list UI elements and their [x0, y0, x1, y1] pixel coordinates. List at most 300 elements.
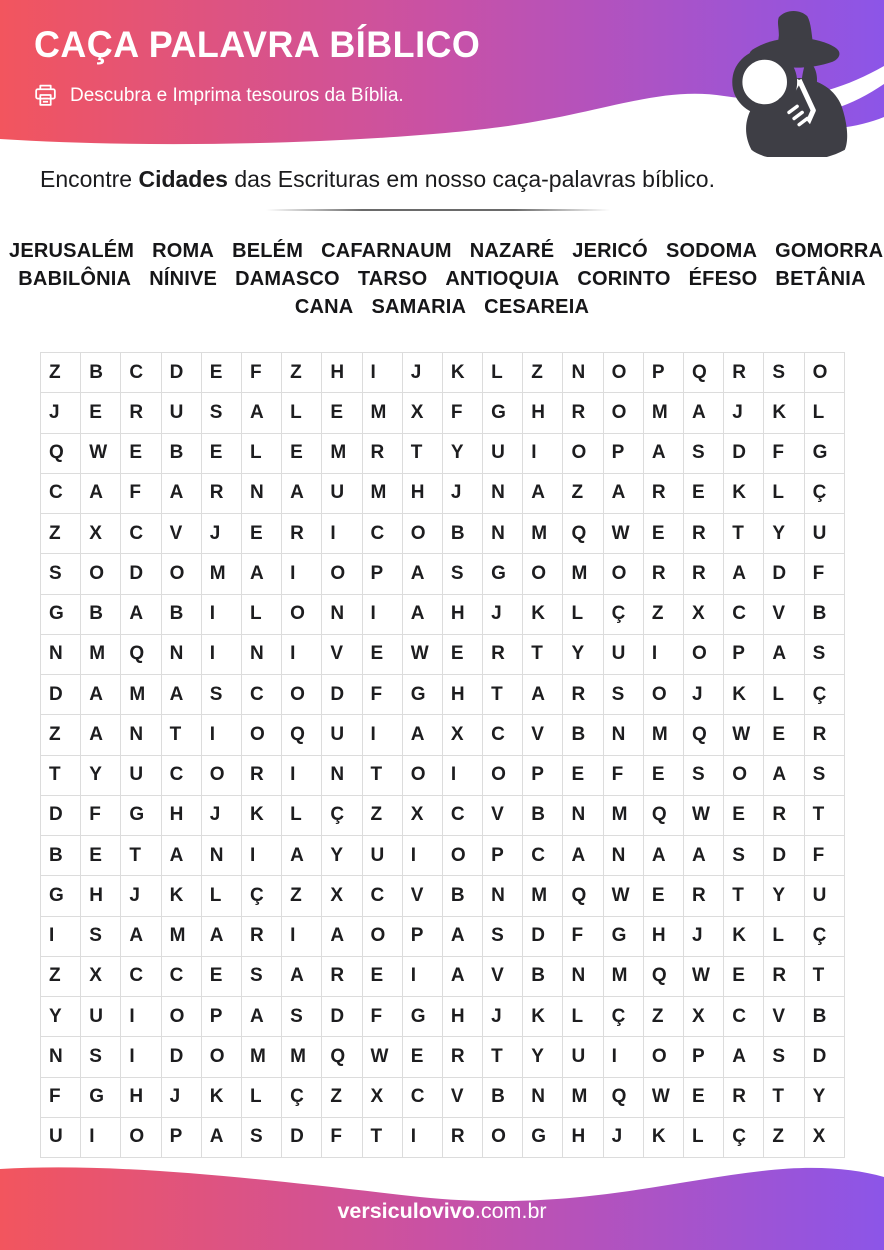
- grid-cell: S: [443, 554, 483, 594]
- grid-cell: G: [604, 917, 644, 957]
- grid-cell: N: [483, 876, 523, 916]
- instruction-prefix: Encontre: [40, 166, 139, 192]
- grid-cell: Z: [282, 353, 322, 393]
- word-list-item: JERICÓ: [572, 240, 648, 262]
- grid-cell: N: [41, 635, 81, 675]
- grid-cell: S: [202, 393, 242, 433]
- grid-cell: M: [604, 796, 644, 836]
- grid-cell: M: [242, 1037, 282, 1077]
- grid-cell: Ç: [805, 917, 845, 957]
- grid-cell: O: [724, 756, 764, 796]
- grid-cell: N: [41, 1037, 81, 1077]
- grid-cell: D: [41, 796, 81, 836]
- grid-cell: Y: [322, 836, 362, 876]
- grid-cell: X: [403, 393, 443, 433]
- grid-cell: M: [162, 917, 202, 957]
- grid-cell: I: [443, 756, 483, 796]
- grid-cell: B: [443, 514, 483, 554]
- grid-cell: I: [202, 635, 242, 675]
- grid-cell: Q: [322, 1037, 362, 1077]
- printer-icon: [32, 82, 59, 109]
- grid-cell: A: [162, 836, 202, 876]
- grid-cell: I: [644, 635, 684, 675]
- grid-cell: G: [81, 1078, 121, 1118]
- grid-cell: Q: [644, 957, 684, 997]
- grid-cell: Ç: [282, 1078, 322, 1118]
- grid-cell: P: [202, 997, 242, 1037]
- grid-cell: I: [322, 514, 362, 554]
- grid-cell: I: [121, 1037, 161, 1077]
- grid-cell: X: [684, 997, 724, 1037]
- grid-cell: N: [202, 836, 242, 876]
- grid-cell: Ç: [242, 876, 282, 916]
- grid-cell: O: [121, 1118, 161, 1158]
- grid-cell: E: [764, 715, 804, 755]
- grid-cell: Z: [764, 1118, 804, 1158]
- grid-cell: A: [202, 917, 242, 957]
- grid-cell: G: [805, 434, 845, 474]
- grid-cell: E: [644, 876, 684, 916]
- grid-cell: K: [523, 595, 563, 635]
- grid-cell: E: [202, 957, 242, 997]
- grid-cell: C: [363, 876, 403, 916]
- grid-cell: U: [805, 514, 845, 554]
- grid-cell: F: [604, 756, 644, 796]
- grid-cell: X: [403, 796, 443, 836]
- grid-cell: A: [724, 554, 764, 594]
- grid-cell: M: [644, 393, 684, 433]
- grid-cell: O: [363, 917, 403, 957]
- grid-cell: P: [403, 917, 443, 957]
- grid-cell: Z: [563, 474, 603, 514]
- grid-cell: J: [162, 1078, 202, 1118]
- grid-cell: Ç: [805, 474, 845, 514]
- grid-cell: I: [242, 836, 282, 876]
- grid-cell: M: [523, 514, 563, 554]
- grid-cell: T: [162, 715, 202, 755]
- grid-cell: N: [563, 353, 603, 393]
- grid-cell: E: [121, 434, 161, 474]
- grid-cell: O: [242, 715, 282, 755]
- grid-cell: Ç: [604, 595, 644, 635]
- grid-cell: W: [604, 876, 644, 916]
- grid-cell: Q: [282, 715, 322, 755]
- grid-cell: L: [202, 876, 242, 916]
- grid-cell: M: [322, 434, 362, 474]
- grid-cell: A: [563, 836, 603, 876]
- grid-cell: R: [724, 353, 764, 393]
- grid-cell: A: [282, 957, 322, 997]
- grid-cell: Y: [764, 514, 804, 554]
- grid-cell: C: [162, 957, 202, 997]
- grid-cell: R: [644, 554, 684, 594]
- grid-cell: D: [523, 917, 563, 957]
- grid-cell: U: [604, 635, 644, 675]
- grid-cell: S: [81, 1037, 121, 1077]
- grid-cell: E: [282, 434, 322, 474]
- grid-cell: N: [242, 474, 282, 514]
- grid-cell: T: [764, 1078, 804, 1118]
- grid-cell: L: [483, 353, 523, 393]
- word-list-item: SODOMA: [665, 240, 758, 262]
- grid-cell: A: [202, 1118, 242, 1158]
- grid-cell: W: [604, 514, 644, 554]
- grid-cell: F: [363, 675, 403, 715]
- grid-cell: N: [322, 756, 362, 796]
- grid-cell: O: [604, 353, 644, 393]
- grid-cell: A: [684, 393, 724, 433]
- grid-cell: Ç: [322, 796, 362, 836]
- grid-cell: N: [322, 595, 362, 635]
- grid-cell: A: [282, 474, 322, 514]
- header-subtitle: Descubra e Imprima tesouros da Bíblia.: [70, 84, 404, 106]
- word-list-line: [0, 293, 884, 321]
- grid-cell: Q: [563, 876, 603, 916]
- grid-cell: R: [764, 957, 804, 997]
- grid-cell: R: [443, 1037, 483, 1077]
- grid-cell: S: [41, 554, 81, 594]
- grid-cell: A: [282, 836, 322, 876]
- grid-cell: S: [81, 917, 121, 957]
- grid-cell: A: [121, 917, 161, 957]
- word-list-item: ANTIOQUIA: [445, 268, 560, 290]
- word-list-item: SAMARIA: [371, 296, 467, 318]
- grid-cell: V: [322, 635, 362, 675]
- grid-cell: I: [363, 715, 403, 755]
- grid-cell: Z: [523, 353, 563, 393]
- grid-cell: G: [483, 554, 523, 594]
- grid-cell: A: [162, 474, 202, 514]
- grid-cell: Y: [805, 1078, 845, 1118]
- grid-cell: I: [403, 957, 443, 997]
- grid-cell: R: [644, 474, 684, 514]
- instruction-highlight: Cidades: [138, 166, 228, 192]
- grid-cell: C: [121, 353, 161, 393]
- word-list-item: NÍNIVE: [149, 268, 218, 290]
- grid-cell: J: [403, 353, 443, 393]
- grid-cell: Z: [363, 796, 403, 836]
- grid-cell: S: [604, 675, 644, 715]
- grid-cell: T: [724, 514, 764, 554]
- grid-cell: F: [242, 353, 282, 393]
- grid-cell: O: [322, 554, 362, 594]
- grid-cell: O: [644, 1037, 684, 1077]
- grid-cell: S: [724, 836, 764, 876]
- grid-cell: D: [805, 1037, 845, 1077]
- grid-cell: F: [443, 393, 483, 433]
- grid-cell: S: [764, 353, 804, 393]
- grid-cell: P: [162, 1118, 202, 1158]
- grid-cell: E: [724, 796, 764, 836]
- word-list-item: CORINTO: [577, 268, 671, 290]
- grid-cell: T: [363, 1118, 403, 1158]
- word-list-line: [0, 265, 884, 293]
- grid-cell: T: [523, 635, 563, 675]
- grid-cell: T: [724, 876, 764, 916]
- grid-cell: H: [563, 1118, 603, 1158]
- grid-cell: A: [162, 675, 202, 715]
- site-url-bold: versiculovivo: [337, 1199, 475, 1223]
- grid-cell: D: [322, 997, 362, 1037]
- grid-cell: Ç: [724, 1118, 764, 1158]
- grid-cell: Z: [41, 715, 81, 755]
- grid-cell: J: [41, 393, 81, 433]
- grid-cell: I: [523, 434, 563, 474]
- grid-cell: N: [563, 957, 603, 997]
- grid-cell: A: [242, 393, 282, 433]
- grid-cell: J: [604, 1118, 644, 1158]
- grid-cell: E: [563, 756, 603, 796]
- grid-cell: R: [322, 957, 362, 997]
- grid-cell: F: [41, 1078, 81, 1118]
- grid-cell: L: [764, 675, 804, 715]
- word-list-line: [0, 237, 884, 265]
- grid-cell: U: [805, 876, 845, 916]
- word-grid: [40, 352, 845, 1158]
- grid-cell: U: [81, 997, 121, 1037]
- grid-cell: I: [363, 595, 403, 635]
- grid-cell: F: [805, 554, 845, 594]
- grid-cell: C: [403, 1078, 443, 1118]
- grid-cell: M: [604, 957, 644, 997]
- page-title: CAÇA PALAVRA BÍBLICO: [34, 24, 481, 65]
- grid-cell: G: [483, 393, 523, 433]
- grid-cell: K: [202, 1078, 242, 1118]
- grid-cell: S: [684, 756, 724, 796]
- word-list-item: CANA: [294, 296, 354, 318]
- grid-cell: P: [644, 353, 684, 393]
- site-url: [0, 1199, 884, 1224]
- grid-cell: A: [644, 434, 684, 474]
- grid-cell: K: [242, 796, 282, 836]
- grid-cell: E: [242, 514, 282, 554]
- grid-cell: D: [322, 675, 362, 715]
- grid-cell: A: [81, 474, 121, 514]
- instruction-suffix: das Escrituras em nosso caça-palavras bíblico.: [227, 166, 715, 192]
- grid-cell: D: [41, 675, 81, 715]
- grid-cell: D: [282, 1118, 322, 1158]
- grid-cell: U: [322, 715, 362, 755]
- grid-cell: F: [363, 997, 403, 1037]
- grid-cell: S: [805, 756, 845, 796]
- grid-cell: G: [121, 796, 161, 836]
- grid-cell: P: [483, 836, 523, 876]
- grid-cell: X: [443, 715, 483, 755]
- grid-cell: B: [41, 836, 81, 876]
- grid-cell: L: [563, 997, 603, 1037]
- grid-cell: R: [121, 393, 161, 433]
- grid-cell: Z: [41, 353, 81, 393]
- grid-cell: V: [523, 715, 563, 755]
- grid-cell: O: [805, 353, 845, 393]
- grid-cell: R: [202, 474, 242, 514]
- grid-cell: A: [81, 715, 121, 755]
- grid-cell: O: [81, 554, 121, 594]
- grid-cell: Q: [604, 1078, 644, 1118]
- grid-cell: E: [403, 1037, 443, 1077]
- grid-cell: I: [282, 635, 322, 675]
- grid-cell: T: [121, 836, 161, 876]
- grid-cell: I: [403, 1118, 443, 1158]
- grid-cell: R: [242, 756, 282, 796]
- grid-cell: J: [684, 917, 724, 957]
- grid-cell: K: [764, 393, 804, 433]
- grid-cell: U: [162, 393, 202, 433]
- grid-cell: B: [483, 1078, 523, 1118]
- grid-cell: Z: [644, 595, 684, 635]
- header: [0, 0, 884, 172]
- grid-cell: Z: [41, 514, 81, 554]
- grid-cell: E: [363, 957, 403, 997]
- grid-cell: N: [162, 635, 202, 675]
- grid-cell: Q: [563, 514, 603, 554]
- grid-cell: N: [523, 1078, 563, 1118]
- grid-cell: P: [363, 554, 403, 594]
- word-list: [0, 237, 884, 321]
- grid-cell: L: [242, 1078, 282, 1118]
- grid-cell: V: [162, 514, 202, 554]
- grid-cell: C: [121, 514, 161, 554]
- grid-cell: O: [403, 514, 443, 554]
- grid-cell: E: [322, 393, 362, 433]
- grid-cell: B: [563, 715, 603, 755]
- grid-cell: Y: [764, 876, 804, 916]
- grid-cell: D: [162, 1037, 202, 1077]
- grid-cell: V: [483, 957, 523, 997]
- grid-cell: R: [483, 635, 523, 675]
- grid-cell: S: [242, 957, 282, 997]
- grid-cell: A: [403, 595, 443, 635]
- grid-cell: O: [282, 675, 322, 715]
- grid-cell: I: [403, 836, 443, 876]
- grid-cell: S: [282, 997, 322, 1037]
- grid-cell: N: [242, 635, 282, 675]
- grid-cell: T: [805, 796, 845, 836]
- grid-cell: Z: [322, 1078, 362, 1118]
- grid-cell: O: [443, 836, 483, 876]
- grid-cell: D: [724, 434, 764, 474]
- grid-cell: M: [563, 554, 603, 594]
- grid-cell: K: [724, 675, 764, 715]
- grid-cell: A: [764, 635, 804, 675]
- grid-cell: I: [202, 595, 242, 635]
- grid-cell: M: [363, 474, 403, 514]
- word-list-item: TARSO: [357, 268, 428, 290]
- grid-cell: E: [443, 635, 483, 675]
- grid-cell: P: [724, 635, 764, 675]
- grid-cell: O: [483, 756, 523, 796]
- grid-cell: J: [121, 876, 161, 916]
- grid-cell: S: [242, 1118, 282, 1158]
- grid-cell: X: [684, 595, 724, 635]
- grid-cell: J: [443, 474, 483, 514]
- grid-cell: H: [121, 1078, 161, 1118]
- grid-cell: L: [684, 1118, 724, 1158]
- grid-cell: R: [443, 1118, 483, 1158]
- grid-cell: L: [282, 393, 322, 433]
- word-list-item: BETÂNIA: [775, 268, 866, 290]
- word-list-item: JERUSALÉM: [9, 240, 135, 262]
- grid-cell: R: [282, 514, 322, 554]
- grid-cell: X: [805, 1118, 845, 1158]
- grid-cell: H: [644, 917, 684, 957]
- detective-magnifying-glass-icon: [722, 5, 854, 157]
- grid-cell: U: [363, 836, 403, 876]
- word-list-item: CAFARNAUM: [321, 240, 452, 262]
- grid-cell: I: [41, 917, 81, 957]
- grid-cell: E: [202, 353, 242, 393]
- grid-cell: Q: [121, 635, 161, 675]
- grid-cell: O: [604, 554, 644, 594]
- footer: [0, 1155, 884, 1250]
- grid-cell: Q: [684, 353, 724, 393]
- grid-cell: W: [684, 796, 724, 836]
- grid-cell: Q: [41, 434, 81, 474]
- grid-cell: O: [644, 675, 684, 715]
- word-list-item: GOMORRA: [775, 240, 884, 262]
- grid-cell: R: [684, 554, 724, 594]
- grid-cell: P: [523, 756, 563, 796]
- grid-cell: E: [363, 635, 403, 675]
- grid-cell: C: [242, 675, 282, 715]
- grid-cell: A: [242, 554, 282, 594]
- word-list-item: NAZARÉ: [469, 240, 555, 262]
- grid-cell: O: [162, 997, 202, 1037]
- grid-cell: E: [202, 434, 242, 474]
- grid-cell: I: [121, 997, 161, 1037]
- grid-cell: G: [41, 876, 81, 916]
- instruction-text: [40, 166, 715, 193]
- grid-cell: J: [202, 796, 242, 836]
- grid-cell: D: [764, 554, 804, 594]
- grid-cell: A: [523, 675, 563, 715]
- grid-cell: W: [363, 1037, 403, 1077]
- grid-cell: N: [604, 715, 644, 755]
- grid-cell: K: [724, 917, 764, 957]
- grid-cell: K: [162, 876, 202, 916]
- grid-cell: J: [483, 997, 523, 1037]
- grid-cell: Z: [41, 957, 81, 997]
- grid-cell: B: [81, 595, 121, 635]
- grid-cell: E: [81, 836, 121, 876]
- grid-cell: B: [81, 353, 121, 393]
- grid-cell: E: [644, 756, 684, 796]
- grid-cell: Y: [443, 434, 483, 474]
- grid-cell: K: [724, 474, 764, 514]
- grid-cell: C: [483, 715, 523, 755]
- grid-cell: P: [604, 434, 644, 474]
- grid-cell: A: [403, 554, 443, 594]
- grid-cell: L: [242, 595, 282, 635]
- grid-cell: C: [523, 836, 563, 876]
- grid-cell: K: [523, 997, 563, 1037]
- grid-cell: A: [81, 675, 121, 715]
- grid-cell: C: [724, 595, 764, 635]
- grid-cell: H: [443, 997, 483, 1037]
- grid-cell: F: [322, 1118, 362, 1158]
- grid-cell: A: [523, 474, 563, 514]
- grid-cell: O: [563, 434, 603, 474]
- grid-cell: S: [764, 1037, 804, 1077]
- grid-cell: B: [523, 796, 563, 836]
- grid-cell: H: [81, 876, 121, 916]
- grid-cell: F: [81, 796, 121, 836]
- grid-cell: L: [764, 474, 804, 514]
- grid-cell: A: [604, 474, 644, 514]
- grid-cell: R: [242, 917, 282, 957]
- word-list-item: BELÉM: [232, 240, 304, 262]
- grid-cell: E: [684, 1078, 724, 1118]
